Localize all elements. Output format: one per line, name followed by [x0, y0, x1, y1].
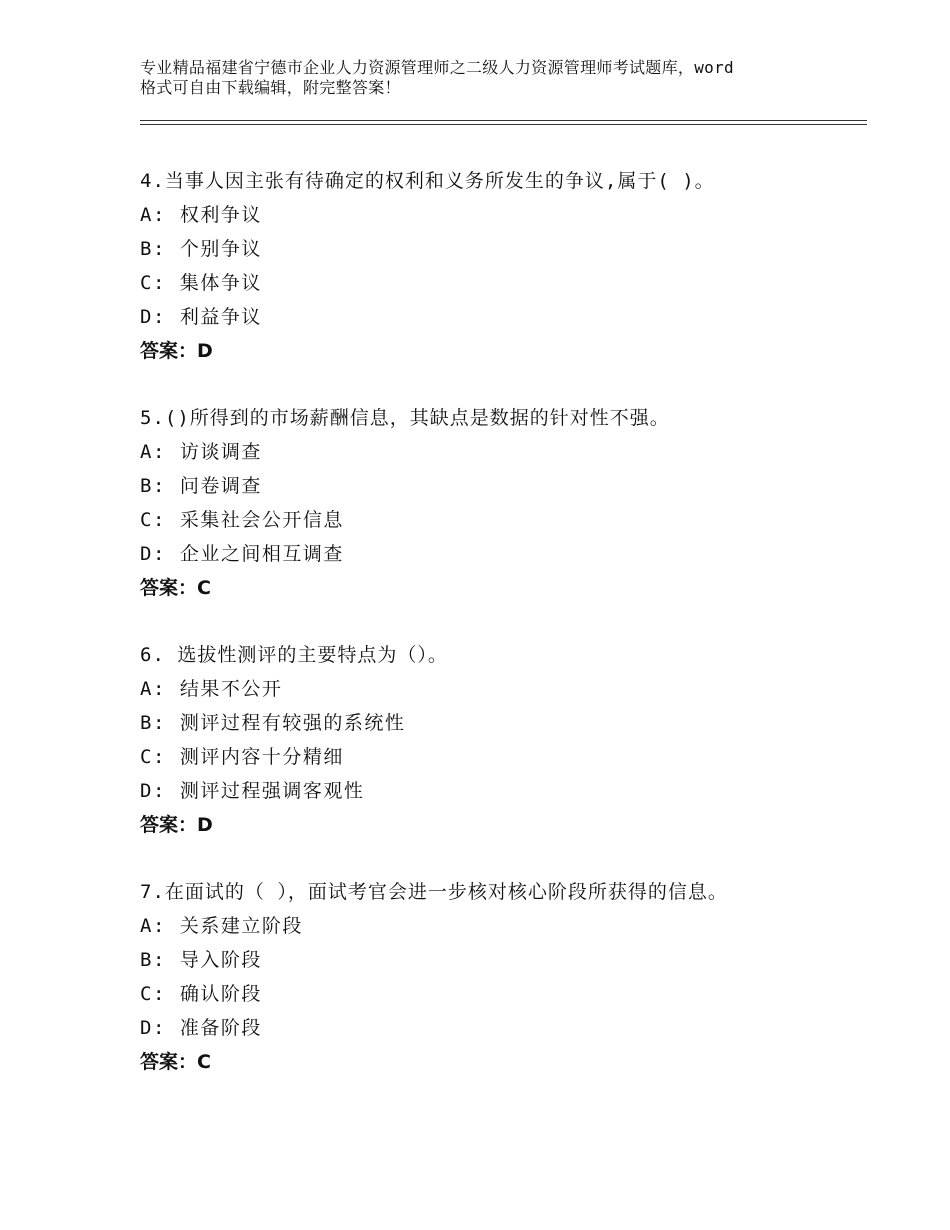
option-c — [140, 503, 860, 537]
header-line-2: 格式可自由下载编辑，附完整答案！ — [140, 78, 401, 97]
question-7 — [140, 875, 860, 1079]
option-letter: A: — [140, 441, 166, 463]
option-c — [140, 740, 860, 774]
option-text: 测评内容十分精细 — [179, 746, 344, 768]
option-c — [140, 977, 860, 1011]
question-stem: 7.在面试的（ ），面试考官会进一步核对核心阶段所获得的信息。 — [140, 881, 728, 903]
header-line-1: 专业精品福建省宁德市企业人力资源管理师之二级人力资源管理师考试题库，word — [140, 58, 734, 77]
option-text: 导入阶段 — [179, 949, 262, 971]
option-a — [140, 909, 860, 943]
option-d — [140, 300, 860, 334]
answer-line: 答案：C — [140, 577, 211, 599]
option-text: 测评过程强调客观性 — [179, 780, 365, 802]
question-stem: 5.()所得到的市场薪酬信息，其缺点是数据的针对性不强。 — [140, 407, 670, 429]
option-text: 问卷调查 — [179, 475, 262, 497]
option-letter: B: — [140, 475, 166, 497]
header-divider — [140, 120, 867, 125]
option-b — [140, 706, 860, 740]
question-5 — [140, 401, 860, 605]
option-text: 关系建立阶段 — [179, 915, 303, 937]
option-text: 确认阶段 — [179, 983, 262, 1005]
question-4 — [140, 164, 860, 368]
option-letter: D: — [140, 1017, 166, 1039]
option-c — [140, 266, 860, 300]
option-text: 权利争议 — [179, 204, 262, 226]
option-letter: A: — [140, 204, 166, 226]
option-text: 集体争议 — [179, 272, 262, 294]
option-letter: C: — [140, 746, 166, 768]
option-letter: C: — [140, 509, 166, 531]
question-stem: 6. 选拔性测评的主要特点为（）。 — [140, 644, 448, 666]
option-d — [140, 537, 860, 571]
option-letter: D: — [140, 306, 166, 328]
option-d — [140, 774, 860, 808]
option-b — [140, 469, 860, 503]
option-letter: D: — [140, 780, 166, 802]
option-text: 个别争议 — [179, 238, 262, 260]
document-header — [140, 58, 840, 98]
option-letter: C: — [140, 272, 166, 294]
answer-line: 答案：D — [140, 340, 213, 362]
option-text: 结果不公开 — [179, 678, 283, 700]
option-letter: D: — [140, 543, 166, 565]
option-letter: B: — [140, 712, 166, 734]
question-list — [140, 164, 860, 1112]
option-text: 利益争议 — [179, 306, 262, 328]
option-letter: B: — [140, 238, 166, 260]
option-text: 测评过程有较强的系统性 — [179, 712, 406, 734]
option-text: 访谈调查 — [179, 441, 262, 463]
option-a — [140, 435, 860, 469]
option-letter: B: — [140, 949, 166, 971]
question-stem: 4.当事人因主张有待确定的权利和义务所发生的争议,属于( )。 — [140, 170, 715, 192]
option-text: 企业之间相互调查 — [179, 543, 344, 565]
option-a — [140, 198, 860, 232]
answer-line: 答案：C — [140, 1051, 211, 1073]
option-b — [140, 943, 860, 977]
question-6 — [140, 638, 860, 842]
option-letter: A: — [140, 678, 166, 700]
option-text: 准备阶段 — [179, 1017, 262, 1039]
option-letter: A: — [140, 915, 166, 937]
option-text: 采集社会公开信息 — [179, 509, 344, 531]
answer-line: 答案：D — [140, 814, 213, 836]
option-a — [140, 672, 860, 706]
option-d — [140, 1011, 860, 1045]
option-b — [140, 232, 860, 266]
option-letter: C: — [140, 983, 166, 1005]
